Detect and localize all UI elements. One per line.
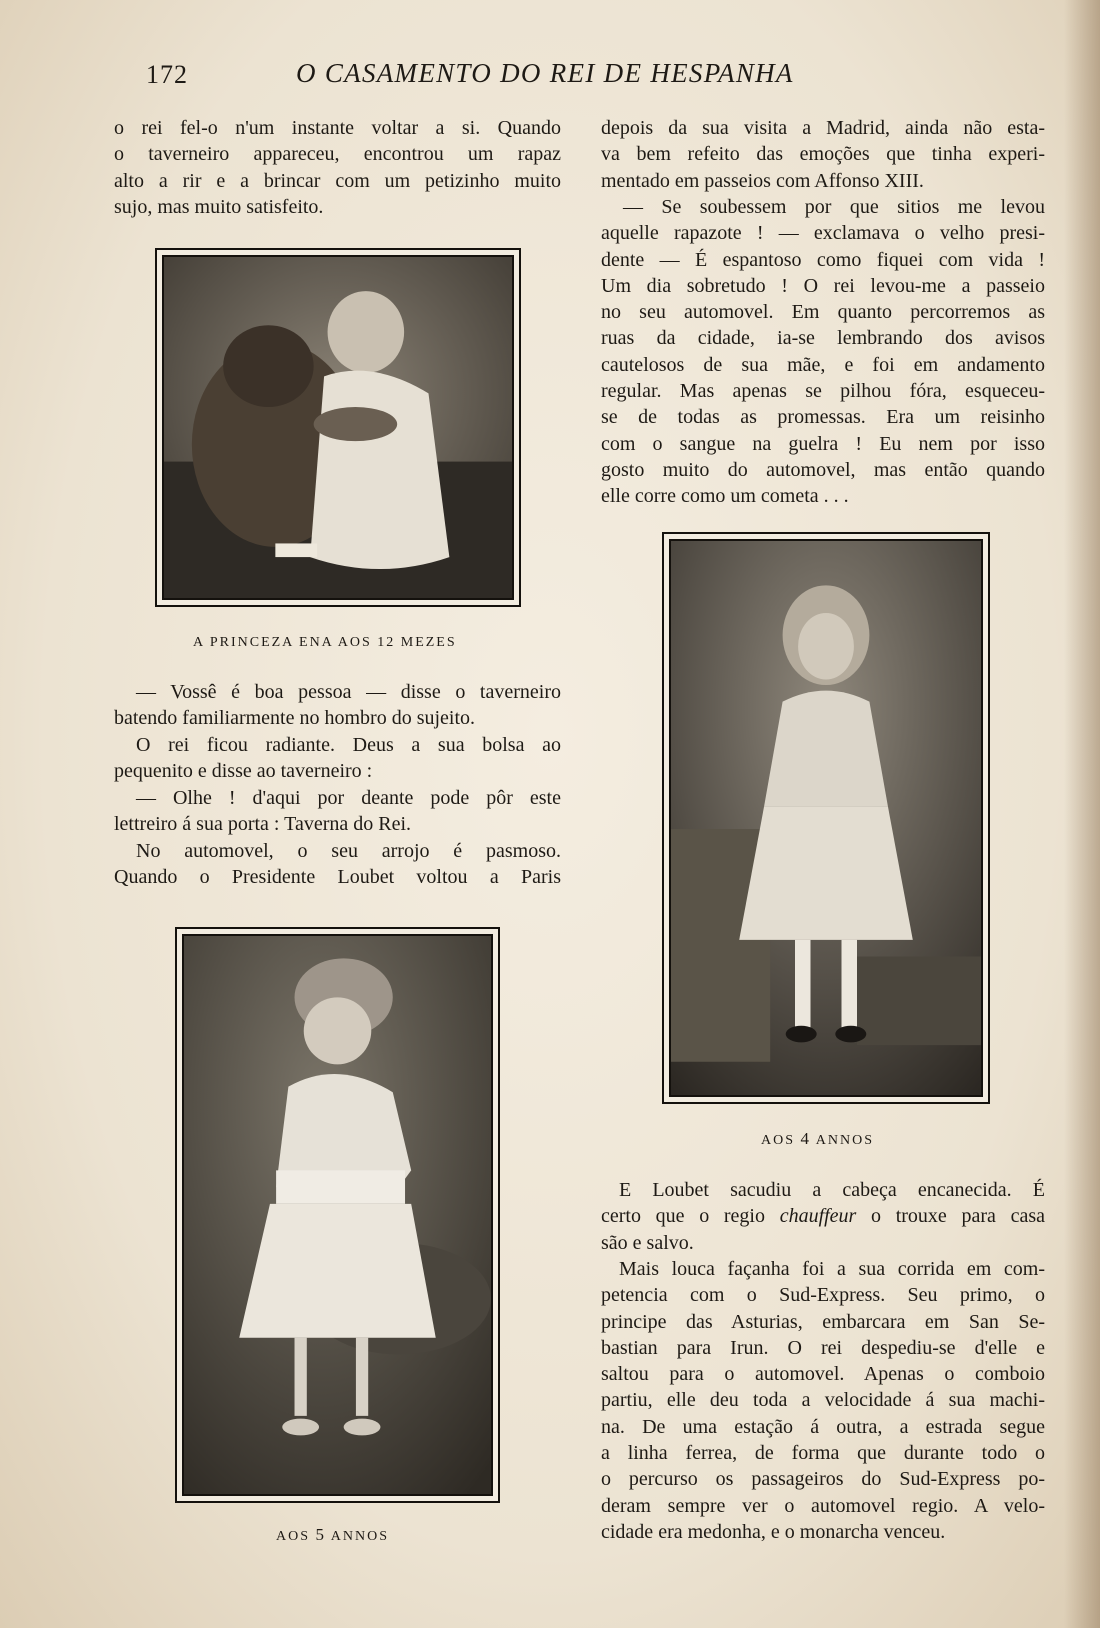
text-line: saltou para o automovel. Apenas o comboio — [601, 1363, 1045, 1386]
text-line: bastian para Irun. O rei despediu-se d'elle e — [601, 1336, 1045, 1359]
text-line: pequenito e disse ao taverneiro : — [114, 760, 373, 783]
caption-suffix: ANNOS — [330, 1529, 389, 1544]
page-number: 172 — [146, 60, 188, 89]
text-line: petencia com o Sud-Express. Seu primo, o — [601, 1284, 1045, 1307]
left-paragraph-3 — [114, 732, 561, 785]
text-line: Um dia sobretudo ! O rei levou-me a passeio — [601, 274, 1045, 297]
text-line: deram sempre ver o automovel regio. A velo- — [601, 1494, 1045, 1517]
text-line: depois da sua visita a Madrid, ainda não esta- — [601, 117, 1045, 139]
photo-princess-4-years — [662, 532, 990, 1104]
text-line: Mais louca façanha foi a sua corrida em com- — [619, 1258, 1045, 1280]
photo-caption: A PRINCEZA ENA AOS 12 MEZES — [193, 635, 457, 650]
text-line: o taverneiro appareceu, encontrou um rapaz — [114, 143, 561, 166]
photo-frame — [162, 255, 514, 600]
photo-image — [164, 257, 512, 598]
text-line: — Olhe ! d'aqui por deante pode pôr este — [136, 787, 561, 809]
text-span: certo que o regio — [601, 1205, 780, 1228]
photo-image — [671, 541, 981, 1095]
left-paragraph-2 — [114, 679, 561, 732]
text-line: alto a rir e a brincar com um petizinho muito — [114, 169, 561, 192]
text-line: sujo, mas muito satisfeito. — [114, 195, 324, 218]
caption-number: 5 — [315, 1525, 327, 1544]
text-line: o percurso os passageiros do Sud-Express po- — [601, 1468, 1045, 1491]
text-line: mentado em passeios com Affonso XIII. — [601, 169, 924, 192]
text-line: dente — É espantoso como fiquei com vida ! — [601, 248, 1045, 271]
caption-suffix: ANNOS — [815, 1133, 874, 1148]
running-head-title: O CASAMENTO DO REI DE HESPANHA — [296, 58, 794, 88]
photo-caption — [276, 1525, 389, 1545]
text-line: No automovel, o seu arrojo é pasmoso. — [136, 840, 561, 862]
photo-image — [184, 936, 491, 1494]
caption-prefix: AOS — [761, 1133, 796, 1148]
text-line: partiu, elle deu toda a velocidade á sua machi- — [601, 1389, 1045, 1412]
caption-number: 4 — [800, 1129, 812, 1148]
text-line: são e salvo. — [601, 1231, 694, 1254]
text-line: O rei ficou radiante. Deus a sua bolsa ao — [136, 734, 561, 756]
right-paragraph-4 — [601, 1256, 1045, 1545]
text-line: ruas da cidade, ia-se lembrando dos avisos — [601, 327, 1045, 350]
text-span: o trouxe para casa — [856, 1205, 1045, 1228]
text-line: va bem refeito das emoções que tinha experi- — [601, 143, 1045, 166]
text-line: E Loubet sacudiu a cabeça encanecida. É — [619, 1179, 1045, 1201]
right-paragraph-2 — [601, 194, 1045, 510]
photo-caption — [761, 1129, 874, 1149]
photo-frame — [182, 934, 493, 1496]
text-line: regular. Mas apenas se pilhou fóra, esqueceu- — [601, 380, 1045, 403]
left-paragraph-4 — [114, 785, 561, 838]
right-paragraph-3 — [601, 1177, 1045, 1256]
text-line: principe das Asturias, embarcara em San Se- — [601, 1310, 1045, 1333]
caption-prefix: AOS — [276, 1529, 311, 1544]
text-line: elle corre como um cometa . . . — [601, 485, 849, 508]
left-paragraph-5 — [114, 838, 561, 891]
text-line: — Se soubessem por que sitios me levou — [623, 196, 1045, 218]
photo-princess-5-years — [175, 927, 500, 1503]
text-line: cautelosos de sua mãe, e foi em andamento — [601, 353, 1045, 376]
text-line: — Vossê é boa pessoa — disse o taverneiro — [136, 681, 561, 703]
text-line: Quando o Presidente Loubet voltou a Paris — [114, 866, 561, 889]
text-line: cidade era medonha, e o monarcha venceu. — [601, 1520, 946, 1543]
italic-term: chauffeur — [779, 1205, 857, 1228]
left-paragraph-1 — [114, 115, 561, 220]
photo-princess-12-months — [155, 248, 521, 607]
text-line: a linha ferrea, de forma que durante todo o — [601, 1442, 1045, 1465]
text-line: na. De uma estação á outra, a estrada segue — [601, 1415, 1045, 1438]
photo-frame — [669, 539, 983, 1097]
text-line: lettreiro á sua porta : Taverna do Rei. — [114, 813, 412, 836]
text-line: aquelle rapazote ! — exclamava o velho presi- — [601, 222, 1045, 245]
text-line: o rei fel-o n'um instante voltar a si. Quando — [114, 117, 561, 139]
text-line: no seu automovel. Em quanto percorremos as — [601, 301, 1045, 324]
page-edge-shadow — [1064, 0, 1100, 1628]
text-line: com o sangue na guelra ! Eu nem por isso — [601, 432, 1045, 455]
text-line — [601, 1203, 1045, 1229]
text-line: gosto muito do automovel, mas então quando — [601, 458, 1045, 481]
right-paragraph-1 — [601, 115, 1045, 194]
text-line: batendo familiarmente no hombro do sujeito. — [114, 707, 476, 730]
text-line: se de todas as promessas. Era um reisinho — [601, 406, 1045, 429]
